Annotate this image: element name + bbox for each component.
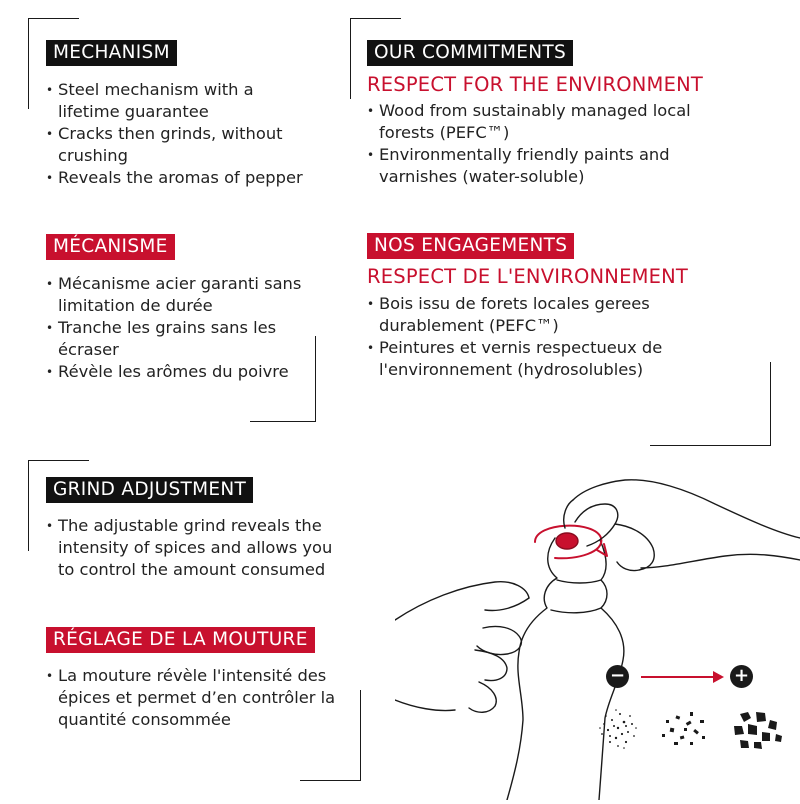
list-item: • Cracks then grinds, without crushing <box>46 123 316 167</box>
commitments-fr-section <box>367 233 697 381</box>
arrow-head-icon <box>713 671 724 683</box>
commitments-en-list <box>367 100 737 188</box>
mechanism-en-title: MECHANISM <box>46 40 177 66</box>
list-item: • Environmentally friendly paints and varnishes (water-soluble) <box>367 144 737 188</box>
commitments-en-title: OUR COMMITMENTS <box>367 40 573 66</box>
commitments-en-subtitle: RESPECT FOR THE ENVIRONMENT <box>367 73 703 96</box>
list-item: • Mécanisme acier garanti sans limitation de durée <box>46 273 316 317</box>
fine-grind-icon <box>599 709 637 749</box>
mechanism-fr-title: MÉCANISME <box>46 234 175 260</box>
list-item: • Tranche les grains sans les écraser <box>46 317 316 361</box>
minus-symbol: − <box>609 665 626 686</box>
commitments-en-section <box>367 40 737 188</box>
grind-samples <box>590 698 800 758</box>
list-item: • Steel mechanism with a lifetime guarantee <box>46 79 316 123</box>
plus-icon <box>730 665 753 688</box>
grind-fr-title: RÉGLAGE DE LA MOUTURE <box>46 627 315 653</box>
grind-en-title: GRIND ADJUSTMENT <box>46 477 253 503</box>
list-item: • Bois issu de forets locales gerees durablement (PEFC™) <box>367 293 697 337</box>
list-item: • La mouture révèle l'intensité des épices et permet d’en contrôler la quantité consommée <box>46 665 356 731</box>
minus-icon <box>606 665 629 688</box>
increase-arrow-icon <box>641 676 715 678</box>
mechanism-en-list <box>46 79 316 189</box>
list-item: • Révèle les arômes du poivre <box>46 361 316 383</box>
commitments-fr-title: NOS ENGAGEMENTS <box>367 233 574 259</box>
commitments-fr-list <box>367 293 697 381</box>
commitments-fr-subtitle: RESPECT DE L'ENVIRONNEMENT <box>367 265 689 288</box>
grind-fr-section <box>46 627 356 731</box>
medium-grind-icon <box>662 712 705 745</box>
list-item: • Reveals the aromas of pepper <box>46 167 316 189</box>
grind-illustration <box>395 460 800 800</box>
mechanism-en-section <box>46 40 316 189</box>
mechanism-fr-list <box>46 273 316 383</box>
mechanism-fr-section <box>46 234 316 383</box>
coarse-grind-icon <box>734 712 782 749</box>
list-item: • Peintures et vernis respectueux de l'environnement (hydrosolubles) <box>367 337 697 381</box>
plus-symbol: + <box>733 665 750 686</box>
list-item: • The adjustable grind reveals the intensity of spices and allows you to control the amount consumed <box>46 515 346 581</box>
grind-en-list <box>46 515 346 581</box>
grind-en-section <box>46 477 346 581</box>
grind-fr-list <box>46 665 356 731</box>
list-item: • Wood from sustainably managed local forests (PEFC™) <box>367 100 737 144</box>
